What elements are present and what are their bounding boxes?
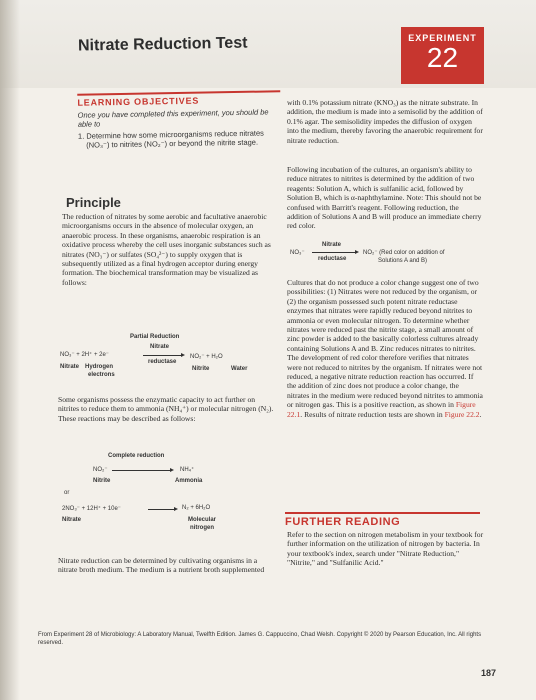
figure-22-2-link[interactable]: Figure 22.2	[444, 409, 480, 419]
nitrogen-label: nitrogen	[190, 525, 214, 531]
page-number: 187	[481, 668, 497, 678]
water-label: Water	[231, 366, 248, 372]
eq-enzyme-bottom: reductase	[318, 256, 347, 262]
source-credit: From Experiment 28 of Microbiology: A Laboratory Manual, Twelfth Edition. James G. Cappuccino, Chad Welsh. Copyright © 2020 by Pearson Education, Inc. All rights reserved.	[38, 632, 482, 646]
experiment-number: 22	[426, 42, 459, 73]
complete-reaction-left: NO₂⁻	[93, 467, 108, 473]
complete-reduction-title: Complete reduction	[108, 453, 165, 459]
complete2-reaction-right: N₂ + 6H₂O	[182, 505, 211, 511]
learning-objectives-box	[77, 90, 281, 180]
electrons-label: electrons	[88, 372, 115, 378]
learning-objectives-heading: LEARNING OBJECTIVES	[77, 90, 280, 108]
right-paragraph-3-text: Cultures that do not produce a color change suggest one of two possibilities: (1) Nitrates were not reduced by the organism, or (2) the organism possessed such potent nitrate reductase enzymes that nitrates were rapidly reduced beyond nitrites to ammonia or even molecular nitrogen. To determine whether nitrates were reduced past the nitrite stage, a small amount of zinc powder is added to the basically colorless cultures already containing Solutions A and B. Zinc reduces nitrates to nitrites. The development of red color therefore verifies that nitrates were not reduced to nitrites by the organism. If nitrates were not reduced, a negative nitrate reduction reaction has occurred. If the addition of zinc does not produce a color change, the nitrates in the medium were reduced beyond nitrites to ammonia or nitrogen gas. This is a positive reaction, as shown in	[287, 278, 483, 410]
learning-objectives-intro: Once you have completed this experiment, you should be able to	[77, 107, 269, 129]
partial-reaction-right: NO₂⁻ + H₂O	[190, 354, 223, 360]
ammonia-label: Ammonia	[175, 478, 203, 484]
complete2-reaction-left: 2NO₃⁻ + 12H⁺ + 10e⁻	[62, 506, 121, 512]
eq-right-2: Solutions A and B)	[378, 258, 428, 264]
partial-enzyme-top: Nitrate	[150, 344, 170, 350]
partial-reaction-left: NO₃⁻ + 2H⁺ + 2e⁻	[60, 352, 109, 358]
partial-reaction-arrow	[143, 355, 183, 356]
complete2-nitrate-label: Nitrate	[62, 517, 82, 523]
principle-heading: Principle	[66, 195, 121, 210]
eq-arrow	[312, 252, 357, 253]
partial-enzyme-bottom: reductase	[148, 359, 177, 365]
right-paragraph-1: with 0.1% potassium nitrate (KNO₃) as the nitrate substrate. In addition, the medium is made into a semisolid by the addition of 0.1% agar. The semisolidity impedes the diffusion of oxygen into the medium, thereby favoring the anaerobic requirement for nitrate reduction.	[287, 98, 483, 145]
nitrate-label: Nitrate	[60, 364, 80, 370]
hydrogen-label: Hydrogen	[85, 364, 114, 370]
experiment-label: EXPERIMENT	[408, 33, 477, 43]
further-reading-heading: FURTHER READING	[285, 512, 480, 528]
partial-reduction-title: Partial Reduction	[130, 334, 180, 340]
principle-paragraph-2: Some organisms possess the enzymatic capacity to act further on nitrites to reduce them to ammonia (NH₄⁺) or molecular nitrogen (N₂). These reactions may be described as follows:	[58, 395, 274, 423]
page-gutter-shadow	[0, 0, 20, 700]
experiment-badge	[401, 27, 484, 84]
further-reading-text: Refer to the section on nitrogen metabolism in your textbook for further information on the utilization of nitrogen by bacteria. In your textbook's index, search under "Nitrate Reduction," "Nitrite," and "Sulfanilic Acid."	[287, 530, 484, 568]
eq-left: NO₃⁻	[290, 250, 305, 256]
right-paragraph-2: Following incubation of the cultures, an organism's ability to reduce nitrates to nitrites is determined by the addition of two reagents: Solution A, which is sulfanilic acid, followed by Solution B, which is α-naphthylamine. Note: This should not be confused with Barritt's reagent. Following reduction, the addition of Solutions A and B will produce an immediate cherry red color.	[287, 165, 482, 231]
nitrite-label: Nitrite	[192, 366, 210, 372]
learning-objective-item: 1. Determine how some microorganisms reduce nitrates (NO₃⁻) to nitrites (NO₂⁻) or beyond the nitrite stage.	[77, 128, 264, 150]
right-paragraph-3-text-c: .	[479, 409, 482, 419]
molecular-label: Molecular	[188, 517, 217, 523]
right-paragraph-3-text-b: . Results of nitrate reduction tests are shown in	[300, 409, 443, 419]
right-paragraph-3	[287, 278, 483, 419]
complete-reaction-right: NH₄⁺	[180, 467, 195, 473]
complete-reaction-arrow	[112, 470, 172, 471]
eq-right: NO₂⁻ (Red color on addition of	[363, 250, 445, 256]
or-label: or	[64, 490, 70, 496]
page-title: Nitrate Reduction Test	[77, 34, 248, 55]
principle-paragraph-1: The reduction of nitrates by some aerobic and facultative anaerobic microorganisms occurs in the absence of molecular oxygen, an anaerobic process. In these organisms, anaerobic respiration is an oxidative process whereby the cell uses inorganic substances such as nitrates (NO₃⁻) or sulfates (SO₄²⁻) to supply oxygen that is subsequently utilized as a final hydrogen acceptor during energy formation. The biochemical transformation may be visualized as follows:	[62, 212, 271, 287]
complete2-reaction-arrow	[148, 509, 176, 510]
principle-paragraph-3: Nitrate reduction can be determined by cultivating organisms in a nitrate broth medium. The medium is a nutrient broth supplemented	[58, 556, 265, 575]
figure-22-1-link[interactable]: Figure 22.1	[287, 400, 476, 419]
complete-nitrite-label: Nitrite	[93, 478, 111, 484]
eq-enzyme-top: Nitrate	[322, 242, 342, 248]
